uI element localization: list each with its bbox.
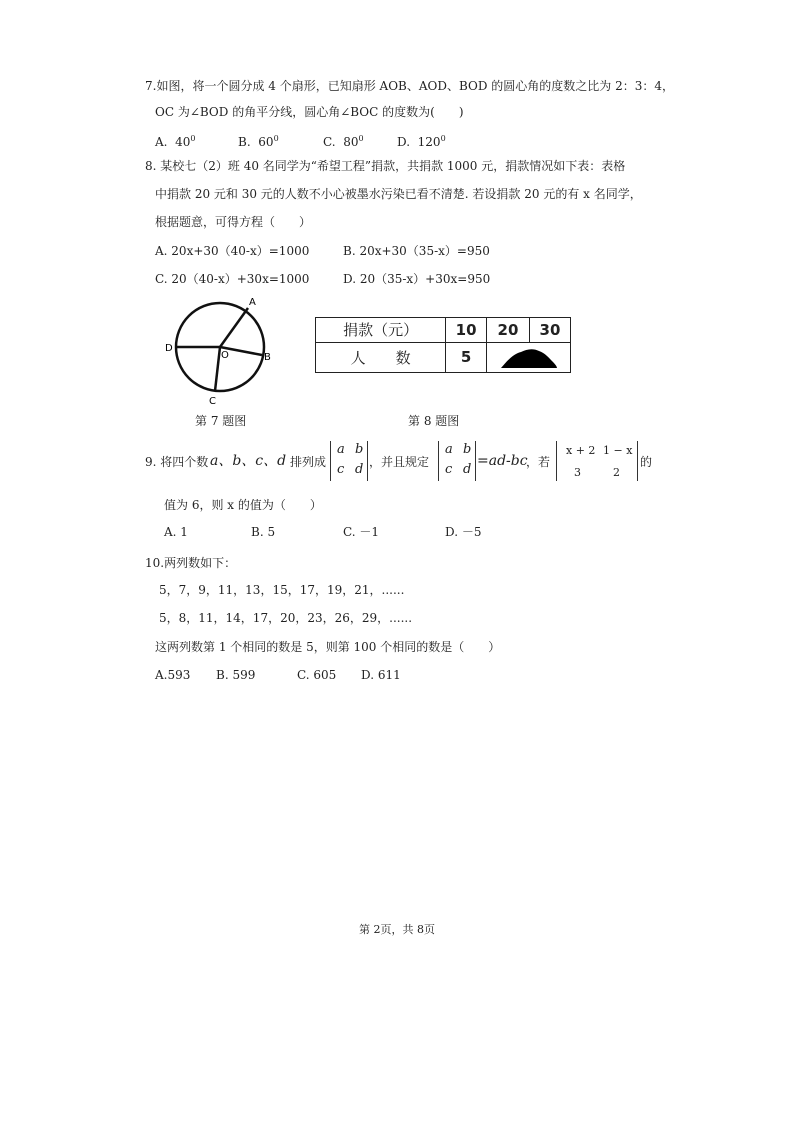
q8-option-a: A. 20x+30（40-x）=1000 [155,244,310,258]
q8-line3: 根据题意，可得方程（ ） [155,215,312,229]
q10-seq2: 5，8，11，14，17，20，23，26，29，...... [159,611,413,625]
m1-c: c [337,462,345,477]
figure7-caption: 第 7 题图 [195,414,247,428]
q10-option-b: B. 599 [216,668,256,682]
figure8-caption: 第 8 题图 [408,414,460,428]
ink-stain-icon [487,344,569,370]
m2-b: b [463,442,472,457]
q7-option-b: B. $60^0$ [238,134,279,149]
m3-bl: 3 [574,466,581,479]
q9-suffix: 的 [640,455,653,469]
q8-line1: 8. 某校七（2）班 40 名同学为“希望工程”捐款，共捐款 1000 元，捐款情况如下表：表格 [145,159,626,173]
m3-br: 2 [613,466,620,479]
q10-line4: 这两列数第 1 个相同的数是 5，则第 100 个相同的数是（ ） [155,640,501,654]
radius-oa [220,308,248,347]
q9-matrix-abcd-2 [438,441,476,481]
q7-line2: OC 为∠BOD 的角平分线，圆心角∠BOC 的度数为( ) [155,105,464,119]
m3-tr: 1 − x [603,444,633,457]
q8-line2: 中捐款 20 元和 30 元的人数不小心被墨水污染已看不清楚. 若设捐款 20 元的有 x 名同学， [155,187,642,201]
label-c: C [209,396,216,407]
q9-line2: 值为 6，则 x 的值为（ ） [164,498,322,512]
q10-line1: 10.两列数如下： [145,556,237,570]
m1-d: d [355,462,364,477]
q9-option-b: B. 5 [251,525,276,539]
label-b: B [264,352,271,363]
q9-if-text: ，若 [526,455,551,469]
q9-vars: a、b、c、d [210,453,287,469]
q9-prefix: 9. 将四个数 [145,455,209,469]
q9-option-a: A. 1 [164,525,188,539]
q9-matrix-numeric [556,441,638,481]
q9-option-c: C. －1 [343,525,380,539]
m2-a: a [445,442,453,457]
q8-option-b: B. 20x+30（35-x）=950 [343,244,490,258]
label-d: D [165,343,173,354]
q7-option-c: C. $80^0$ [323,134,364,149]
figure7-circle-diagram [160,292,280,407]
amount-10: 10 [446,318,487,343]
q9-rule-text: ，并且规定 [369,455,430,469]
q10-seq1: 5，7，9，11，13，15，17，19，21，...... [159,583,405,597]
page-footer: 第 2页，共 8页 [359,923,435,936]
q7-option-a: A. $40^0$ [155,134,196,149]
header-people: 人 数 [316,342,446,372]
q8-option-d: D. 20（35-x）+30x=950 [343,272,491,286]
m1-a: a [337,442,345,457]
figure8-donation-table [315,317,571,373]
ink-stain-cell [487,342,571,372]
q10-option-d: D. 611 [361,668,401,682]
amount-20: 20 [487,318,530,343]
m1-b: b [355,442,364,457]
q7-line1: 7.如图，将一个圆分成 4 个扇形，已知扇形 AOB、AOD、BOD 的圆心角的度数之比为 2：3：4， [145,79,675,93]
q7-option-d: D. $120^0$ [397,134,446,149]
q10-option-a: A.593 [155,668,191,682]
m2-d: d [463,462,472,477]
count-10: 5 [446,342,487,372]
q9-arrange: 排列成 [290,455,327,469]
label-a: A [249,297,256,308]
q9-matrix-abcd-1 [330,441,368,481]
header-donation: 捐款（元） [316,318,446,343]
radius-oc [215,347,220,391]
amount-30: 30 [529,318,570,343]
q9-formula: =ad-bc [477,453,528,469]
q9-option-d: D. －5 [445,525,482,539]
q10-option-c: C. 605 [297,668,337,682]
q8-option-c: C. 20（40-x）+30x=1000 [155,272,310,286]
label-o: O [221,350,229,361]
m3-tl: x + 2 [566,444,596,457]
m2-c: c [445,462,453,477]
